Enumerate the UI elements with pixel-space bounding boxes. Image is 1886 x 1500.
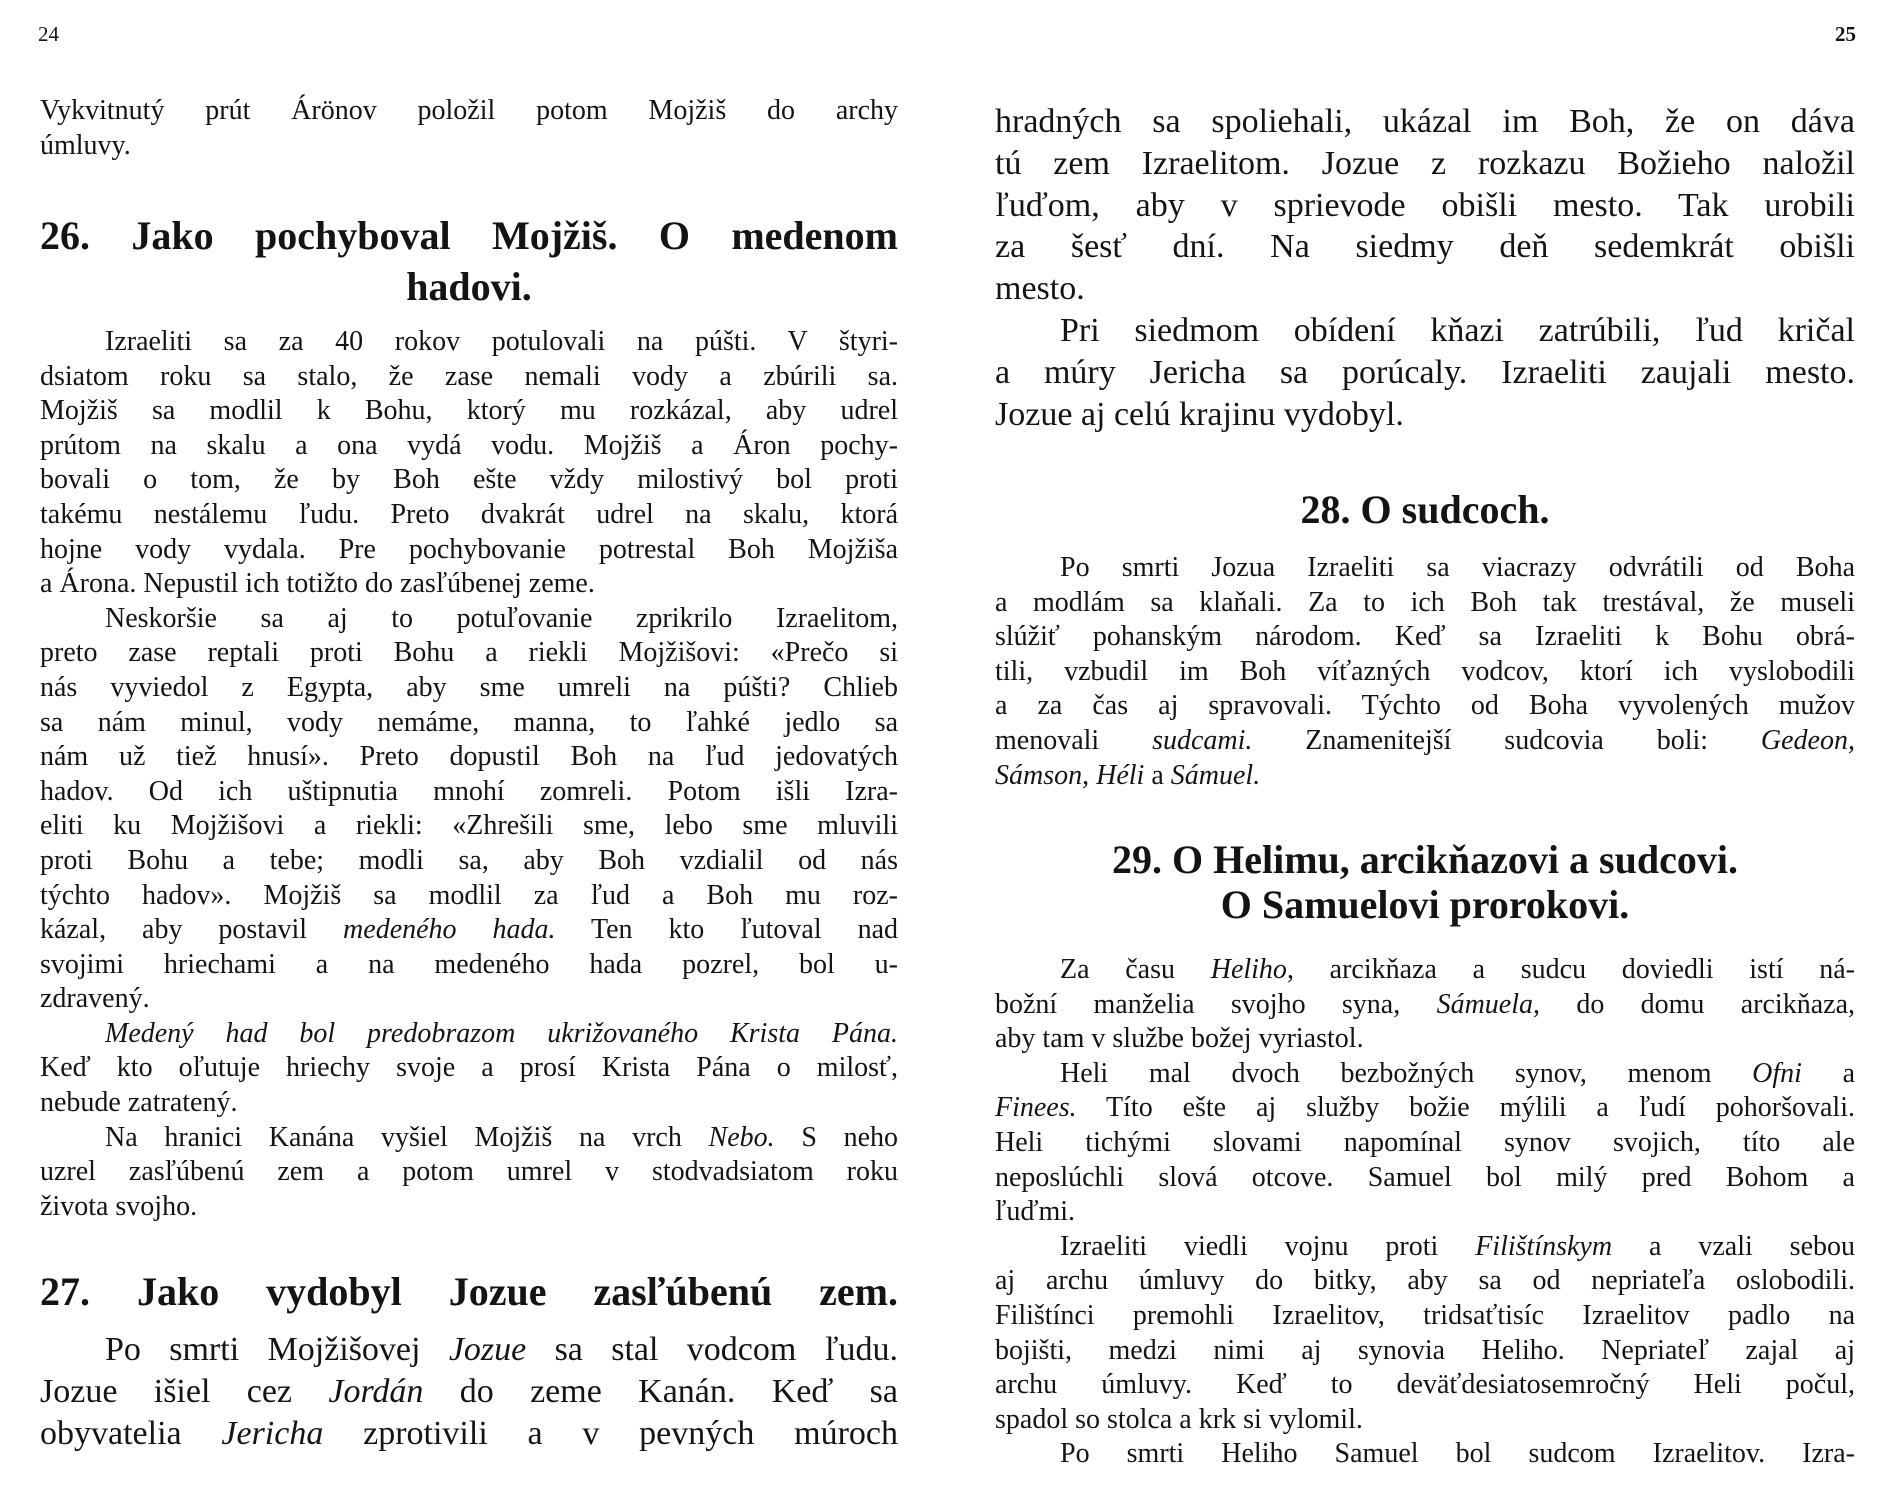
text-line: aby tam v službe božej vyriastol.: [995, 1023, 1364, 1055]
italic-text: Finees.: [995, 1092, 1077, 1124]
text-line: [40, 1413, 898, 1455]
text-segment: a vzali sebou: [1612, 1230, 1856, 1262]
italic-text: Sámuela,: [1436, 988, 1540, 1020]
text-line: bojišti, medzi nimi aj synovia Heliho. Nepriateľ zajal aj: [995, 1334, 1855, 1366]
italic-text: Medený had bol predobrazom ukrižovaného Krista Pána.: [105, 1017, 898, 1049]
text-line: ľuďmi.: [995, 1196, 1076, 1228]
text-line: zdravený.: [40, 983, 150, 1015]
italic-text: Jericha: [221, 1414, 324, 1452]
text-line: eliti ku Mojžišovi a riekli: «Zhrešili sme, lebo sme mluvili: [40, 810, 898, 842]
text-segment: Jozue išiel cez: [40, 1372, 329, 1410]
italic-text: Filištínskym: [1475, 1230, 1613, 1262]
section-body-27: [40, 1329, 898, 1454]
text-line: mesto.: [995, 270, 1085, 308]
text-line: života svojho.: [40, 1190, 198, 1222]
section-body-29: [995, 953, 1855, 1472]
text-line: Keď kto oľutuje hriechy svoje a prosí Krista Pána o milosť,: [40, 1052, 898, 1084]
text-segment: menovali: [995, 724, 1153, 756]
text-line: [995, 1057, 1855, 1092]
text-line: Filištínci premohli Izraelitov, tridsaťtisíc Izraelitov padlo na: [995, 1299, 1855, 1331]
text-line: [40, 1371, 898, 1413]
text-line: ľuďom, aby v sprievode obišli mesto. Tak urobili: [995, 186, 1855, 224]
text-line: dsiatom roku sa stalo, že zase nemali vody a zbúrili sa.: [40, 360, 898, 392]
text-line: Po smrti Jozua Izraeliti sa viacrazy odvrátili od Boha: [1060, 552, 1855, 583]
text-line: úmluvy.: [40, 130, 131, 161]
text-segment: do domu arcikňaza,: [1540, 988, 1855, 1020]
text-segment: Ten kto ľutoval nad: [555, 914, 898, 946]
text-line: [995, 988, 1855, 1023]
text-segment: Na hranici Kanána vyšiel Mojžiš na vrch: [105, 1121, 709, 1153]
text-line: hradných sa spoliehali, ukázal im Boh, že on dáva: [995, 103, 1855, 140]
text-line: [40, 1017, 898, 1052]
text-line: slúžiť pohanským národom. Keď sa Izraeliti k Bohu obrá-: [995, 621, 1855, 653]
text-line: Jozue aj celú krajinu vydobyl.: [995, 395, 1404, 433]
text-line: 29. O Helimu, arcikňazovi a sudcovi.: [1112, 837, 1738, 882]
text-line: týchto hadov». Mojžiš sa modlil za ľud a Boh mu roz-: [40, 879, 898, 911]
text-segment: do zeme Kanán. Keď sa: [423, 1372, 898, 1410]
text-segment: a: [1801, 1057, 1855, 1089]
text-line: sa nám minul, vody nemáme, manna, to ľahké jedlo sa: [40, 706, 898, 738]
text-line: neposlúchli slová otcove. Samuel bol milý pred Bohom a: [995, 1161, 1855, 1193]
text-line: [995, 953, 1855, 988]
text-line: aj archu úmluvy do bitky, aby sa od nepriateľa oslobodili.: [995, 1265, 1855, 1297]
text-segment: Po smrti Mojžišovej: [105, 1331, 449, 1368]
text-segment: Za času: [1060, 954, 1211, 985]
page-number-left: 24: [38, 22, 59, 46]
text-line: [40, 913, 898, 948]
text-line: tili, vzbudil im Boh víťazných vodcov, ktorí ich vyslobodili: [995, 655, 1855, 687]
text-line: nás vyviedol z Egypta, aby sme umreli na púšti? Chlieb: [40, 671, 898, 703]
italic-text: Nebo.: [708, 1121, 775, 1153]
section-body-27-continued: [995, 101, 1855, 435]
text-line: spadol so stolca a krk si vylomil.: [995, 1403, 1363, 1435]
text-line: prútom na skalu a ona vydá vodu. Mojžiš a Áron pochy-: [40, 429, 898, 461]
text-line: nebude zatratený.: [40, 1087, 238, 1119]
text-line: tú zem Izraelitom. Jozue z rozkazu Božieho naložil: [995, 144, 1855, 182]
italic-text: Jozue: [448, 1331, 527, 1368]
section-body-26: [40, 325, 898, 1224]
italic-text: sudcami.: [1152, 724, 1253, 756]
italic-text: Jordán: [328, 1372, 424, 1410]
text-line: O Samuelovi prorokovi.: [1220, 882, 1630, 927]
italic-text: medeného hada.: [343, 914, 556, 946]
text-segment: , arcikňaza a sudcu doviedli istí ná-: [1286, 954, 1855, 985]
italic-text: Sámuel.: [1170, 759, 1261, 791]
text-line: za šesť dní. Na siedmy deň sedemkrát obišli: [995, 228, 1855, 266]
text-line: Mojžiš sa modlil k Bohu, ktorý mu rozkázal, aby udrel: [40, 395, 898, 427]
text-line: bovali o tom, že by Boh ešte vždy milostivý bol proti: [40, 464, 898, 496]
section-heading-29: [995, 837, 1855, 927]
text-segment: a: [1144, 759, 1171, 791]
text-line: [40, 1121, 898, 1156]
italic-text: Heliho: [1210, 954, 1287, 985]
text-line: takému nestálemu ľudu. Preto dvakrát udrel na skalu, ktorá: [40, 498, 898, 530]
page-number-right: 25: [1835, 22, 1856, 46]
text-line: Neskoršie sa aj to potuľovanie zprikrilo Izraelitom,: [105, 602, 898, 634]
text-line: svojimi hriechami a na medeného hada pozrel, bol u-: [40, 948, 898, 980]
italic-text: Gedeon,: [1760, 724, 1855, 756]
text-segment: Heli mal dvoch bezbožných synov, menom: [1060, 1057, 1753, 1089]
section-heading-28: [995, 484, 1855, 535]
text-segment: sa stal vodcom ľudu.: [526, 1331, 898, 1368]
text-segment: Títo ešte aj služby božie mýlili a ľudí pohoršovali.: [1076, 1092, 1855, 1124]
left-intro-paragraph: [40, 93, 898, 163]
text-line: 26. Jako pochyboval Mojžiš. O medenom: [40, 213, 898, 258]
text-line: a múry Jericha sa porúcaly. Izraeliti zaujali mesto.: [995, 353, 1855, 391]
text-line: hadov. Od ich uštipnutia mnohí zomreli. Potom išli Izra-: [40, 775, 898, 807]
text-segment: obyvatelia: [40, 1414, 222, 1452]
text-line: Po smrti Heliho Samuel bol sudcom Izraelitov. Izra-: [1060, 1438, 1855, 1470]
text-line: hojne vody vydala. Pre pochybovanie potrestal Boh Mojžiša: [40, 533, 898, 565]
text-line: nám už tiež hnusí». Preto dopustil Boh na ľud jedovatých: [40, 741, 898, 773]
text-line: [40, 1329, 898, 1371]
text-line: a modlám sa klaňali. Za to ich Boh tak trestával, že museli: [995, 586, 1855, 618]
text-segment: S neho: [774, 1121, 899, 1153]
text-line: Pri siedmom obídení kňazi zatrúbili, ľud kričal: [1060, 311, 1855, 349]
text-segment: Izraeliti viedli vojnu proti: [1060, 1230, 1476, 1262]
text-line: uzrel zasľúbenú zem a potom umrel v stodvadsiatom roku: [40, 1156, 898, 1188]
text-segment: Znamenitejší sudcovia boli:: [1252, 724, 1761, 756]
text-line: hadovi.: [406, 264, 532, 309]
text-line: 28. O sudcoch.: [1300, 487, 1550, 532]
text-segment: božní manželia svojho syna,: [995, 988, 1437, 1020]
text-line: preto zase reptali proti Bohu a riekli Mojžišovi: «Prečo si: [40, 637, 898, 669]
text-line: Heli tichými slovami napomínal synov svojich, títo ale: [995, 1126, 1855, 1158]
text-line: Izraeliti sa za 40 rokov potulovali na púšti. V štyri-: [105, 326, 898, 357]
text-line: proti Bohu a tebe; modli sa, aby Boh vzdialil od nás: [40, 844, 898, 876]
text-line: a za čas aj spravovali. Týchto od Boha vyvolených mužov: [995, 690, 1855, 722]
text-line: [995, 1091, 1855, 1126]
italic-text: Sámson, Héli: [995, 759, 1145, 791]
section-heading-27: [40, 1266, 898, 1317]
italic-text: Ofni: [1752, 1057, 1802, 1089]
section-heading-26: [40, 210, 898, 312]
text-line: a Árona. Nepustil ich totižto do zasľúbenej zeme.: [40, 568, 595, 600]
text-line: [995, 759, 1855, 794]
section-body-28: [995, 551, 1855, 793]
text-segment: zprotivili a v pevných múroch: [323, 1414, 898, 1452]
text-line: archu úmluvy. Keď to deväťdesiatosemročný Heli počul,: [995, 1369, 1855, 1401]
text-line: Vykvitnutý prút Árönov položil potom Mojžiš do archy: [40, 95, 898, 126]
text-segment: kázal, aby postavil: [40, 914, 344, 946]
text-line: 27. Jako vydobyl Jozue zasľúbenú zem.: [40, 1269, 898, 1314]
text-line: [995, 1230, 1855, 1265]
text-line: [995, 724, 1855, 759]
